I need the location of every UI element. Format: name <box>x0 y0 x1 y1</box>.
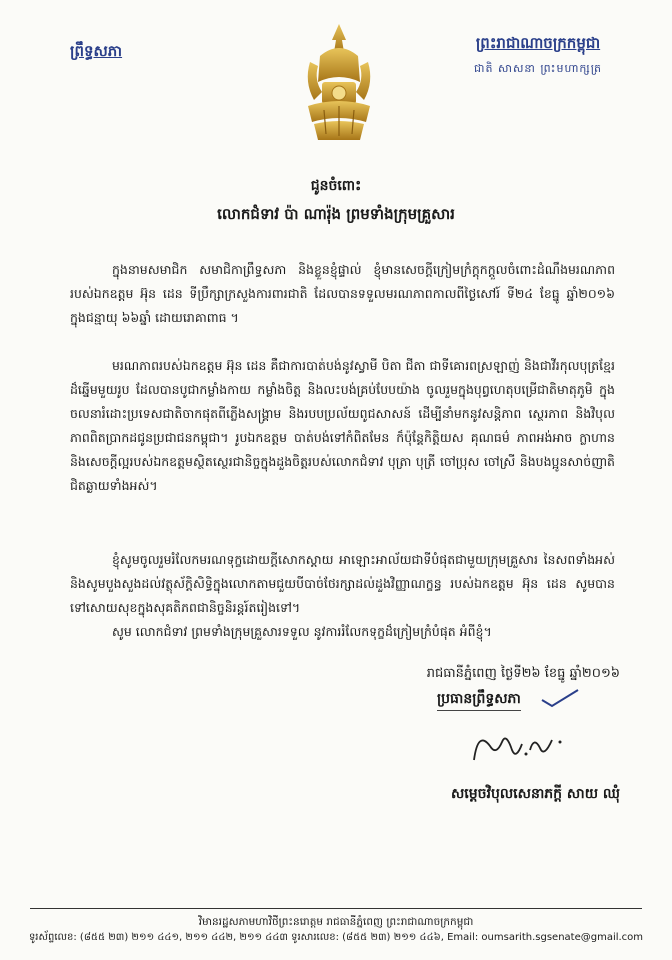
check-mark-icon <box>540 688 580 710</box>
kingdom-header <box>438 34 638 78</box>
signer-name: សម្តេចវិបុលសេនាភក្តី សាយ ឈុំ <box>450 786 620 802</box>
body-paragraph-1: ក្នុងនាមសមាជិក សមាជិកាព្រឹទ្ធសភា និងខ្លួនខ្ញុំផ្ទាល់ ខ្ញុំមានសេចក្តីក្រៀមក្រំក្តុកក្តួលចំពោះដំណឹងមរណភាពរបស់ឯកឧត្តម អ៊ុន ដេន ទីប្រឹក្សាក្រសួងការពារជាតិ ដែលបានទទួលមរណភាពកាលពីថ្ងៃសៅរ៍ ទី២៤ ខែធ្នូ ឆ្នាំ២០១៦ ក្នុងជន្មាយុ ៦៦ឆ្នាំ ដោយរោគាពាធ ។ <box>70 262 615 325</box>
to-label: ជូនចំពោះ <box>310 178 362 194</box>
footer-divider <box>30 908 642 909</box>
footer-address: វិមានរដ្ឋសភាមហាវិថីព្រះនរោត្តម រាជធានីភ្នំពេញ ព្រះរាជាណាចក្រកម្ពុជា <box>198 916 474 928</box>
body-paragraph-3: ខ្ញុំសូមចូលរួមរំលែកមរណទុក្ខដោយក្តីសោកស្តាយ អាឡោះអាល័យជាទីបំផុតជាមួយក្រុមគ្រួសារ នៃសពទាំងអស់ និងសូមបួងសួងដល់វត្ថុស័ក្តិសិទ្ធិក្នុងលោកតាមជួយបីបាច់ថែរក្សាដល់ដួងវិញ្ញាណក្ខន្ធ របស់ឯកឧត្តម អ៊ុន ដេន សូមបានទៅសោយសុខក្នុងសុគតិភពជានិច្ចនិរន្តរ៍តរៀងទៅ។ <box>70 552 615 615</box>
handwritten-signature <box>468 720 578 768</box>
senate-label: ព្រឹទ្ធសភា <box>70 42 123 60</box>
addressee-block <box>0 176 672 227</box>
royal-emblem-icon <box>300 22 378 144</box>
signer-title: ប្រធានព្រឹទ្ធសភា <box>437 689 521 711</box>
kingdom-title: ព្រះរាជាណាចក្រកម្ពុជា <box>475 34 601 52</box>
national-motto: ជាតិ សាសនា ព្រះមហាក្សត្រ <box>474 62 602 75</box>
footer <box>0 914 672 946</box>
place-date: រាជធានីភ្នំពេញ ថ្ងៃទី២៦ ខែធ្នូ ឆ្នាំ២០១៦ <box>426 666 620 681</box>
body-paragraph-2: មរណភាពរបស់ឯកឧត្តម អ៊ុន ដេន គឺជាការបាត់បង់នូវស្វាមី បិតា ជីតា ជាទីគោរពស្រឡាញ់ និងជាវីរកុលបុត្រខ្មែរដ៏ឆ្នើមមួយរូប ដែលបានបូជាកម្លាំងកាយ កម្លាំងចិត្ត និងលះបង់គ្រប់បែបយ៉ាង ចូលរួមក្នុងបុព្វហេតុបម្រើជាតិមាតុភូមិ ក្នុងចលនារំដោះប្រទេសជាតិចាកផុតពីភ្លើងសង្គ្រាម និងរបបប្រល័យពូជសាសន៍ ដើម្បីនាំមកនូវសន្តិភាព ស្ថេរភាព និងវិបុលភាពពិតប្រាកដជូនប្រជាជនកម្ពុជា។ រូបឯកឧត្តម បាត់បង់ទៅកំពិតមែន ក៏ប៉ុន្តែកិត្តិយស គុណធម៌ ភាពអង់អាច ក្លាហាន និងសេចក្តីល្អរបស់ឯកឧត្តមស្ថិតស្ថេរជានិច្ចក្នុងដួងចិត្តរបស់លោកជំទាវ បុត្រា បុត្រី ចៅប្រុស ចៅស្រី និងបងប្អូនសាច់ញាតិជិតឆ្ងាយទាំងអស់។ <box>70 358 615 493</box>
body-paragraph-4: សូម លោកជំទាវ ព្រមទាំងក្រុមគ្រួសារទទួល នូវការរំលែកទុក្ខដ៏ក្រៀមក្រំបំផុត អំពីខ្ញុំ។ <box>112 624 492 639</box>
addressee-name: លោកជំទាវ ប៉ា ណារ៉ុង ព្រមទាំងក្រុមគ្រួសារ <box>217 205 455 223</box>
footer-contacts: ទូរស័ព្ទលេខ: (៨៥៥ ២៣) ២១១ ៤៤១, ២១១ ៤៤២, ២១១ ៤៤៣ ទូរសារលេខ: (៨៥៥ ២៣) ២១១ ៤៤៦, Email: oumsarith.sgsenate@gmail.com <box>28 932 644 943</box>
